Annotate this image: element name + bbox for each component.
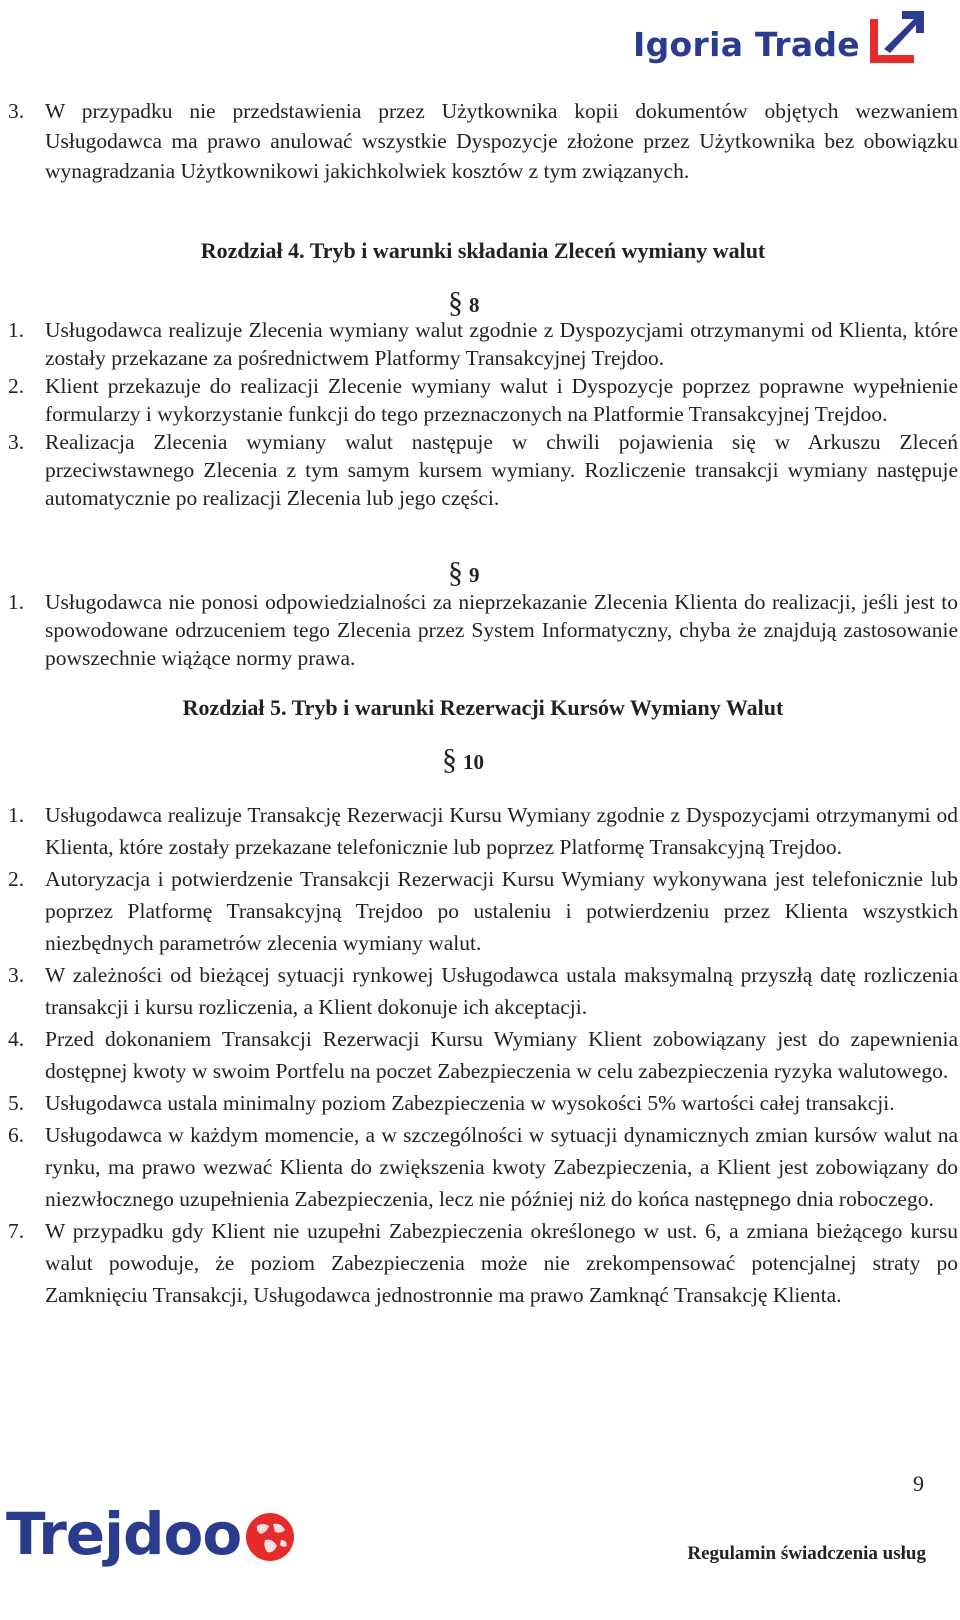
item-number: 7. — [8, 1219, 25, 1243]
item-text: Klient przekazuje do realizacji Zlecenie wymiany walut i Dyspozycje poprzez poprawne wypełnienie formularzy i wykorzystanie funkcji do tego przeznaczonych na Platformie Transakcyjnej Trejdoo. — [45, 374, 958, 426]
trejdoo-logo — [6, 1500, 297, 1568]
item-number: 5. — [8, 1091, 25, 1115]
list-item — [8, 1023, 958, 1087]
item-text: Realizacja Zlecenia wymiany walut następuje w chwili pojawienia się w Arkuszu Zleceń przeciwstawnego Zlecenia z tym samym kursem wymiany. Rozliczenie transakcji wymiany następuje automatycznie po realizacji Zlecenia lub jego części. — [45, 430, 958, 510]
list-item — [8, 588, 958, 672]
section-8-mark — [448, 286, 480, 320]
section-10-list — [8, 799, 958, 1311]
item-number: 6. — [8, 1123, 25, 1147]
section-number: 8 — [469, 293, 480, 317]
list-item — [8, 1119, 958, 1215]
section-9-list — [8, 588, 958, 672]
item-text: Usługodawca realizuje Transakcję Rezerwacji Kursu Wymiany zgodnie z Dyspozycjami otrzymanymi od Klienta, które zostały przekazane telefonicznie lub poprzez Platformę Transakcyjną Trejdoo. — [45, 803, 958, 859]
item-text: Usługodawca w każdym momencie, a w szczególności w sytuacji dynamicznych zmian kursów walut na rynku, ma prawo wezwać Klienta do zwiększenia kwoty Zabezpieczenia, a Klient jest zobowiązany do niezwłocznego uzupełnienia Zabezpieczenia, lecz nie później niż do końca następnego dnia roboczego. — [45, 1123, 958, 1211]
item-number: 4. — [8, 1027, 25, 1051]
item-text: W zależności od bieżącej sytuacji rynkowej Usługodawca ustala maksymalną przyszłą datę rozliczenia transakcji i kursu rozliczenia, a Klient dokonuje ich akceptacji. — [45, 963, 958, 1019]
igoria-trade-mark-icon — [866, 7, 926, 67]
list-item — [8, 428, 958, 512]
section-number: 9 — [469, 563, 480, 587]
igoria-trade-logo — [633, 6, 926, 68]
item-number: 3. — [8, 963, 25, 987]
list-item — [8, 799, 958, 863]
item-number: 1. — [8, 803, 25, 827]
item-text: Usługodawca nie ponosi odpowiedzialności za nieprzekazanie Zlecenia Klienta do realizacji, jeśli jest to spowodowane odrzuceniem tego Zlecenia przez System Informatyczny, chyba że znajdują zastosowanie powszechnie wiążące normy prawa. — [45, 590, 958, 670]
section-sign-icon: § — [448, 286, 463, 319]
paragraph-text: W przypadku nie przedstawienia przez Użytkownika kopii dokumentów objętych wezwaniem Usługodawca ma prawo anulować wszystkie Dyspozycje złożone przez Użytkownika bez obowiązku wynagradzania Użytkownikowi jakichkolwiek kosztów z tym związanych. — [45, 99, 958, 183]
section-number: 10 — [463, 750, 484, 774]
section-sign-icon: § — [442, 743, 457, 776]
list-item — [8, 372, 958, 428]
item-text: Usługodawca realizuje Zlecenia wymiany walut zgodnie z Dyspozycjami otrzymanymi od Klienta, które zostały przekazane za pośrednictwem Platformy Transakcyjnej Trejdoo. — [45, 318, 958, 370]
item-number: 1. — [8, 590, 25, 614]
item-number: 2. — [8, 374, 25, 398]
section-10-mark — [442, 743, 484, 777]
chapter-5-heading: Rozdział 5. Tryb i warunki Rezerwacji Kursów Wymiany Walut — [182, 695, 784, 720]
section-8-list — [8, 316, 958, 512]
item-number: 3. — [8, 430, 25, 454]
item-text: W przypadku gdy Klient nie uzupełni Zabezpieczenia określonego w ust. 6, a zmiana bieżącego kursu walut powoduje, że poziom Zabezpieczenia może nie zrekompensować potencjalnej straty po Zamknięciu Transakcji, Usługodawca jednostronnie ma prawo Zamknąć Transakcję Klienta. — [45, 1219, 958, 1307]
page-number: 9 — [913, 1471, 924, 1496]
igoria-trade-wordmark: Igoria Trade — [633, 24, 860, 64]
item-number: 1. — [8, 318, 25, 342]
paragraph-block-top — [8, 96, 958, 186]
section-sign-icon: § — [448, 556, 463, 589]
globe-icon — [243, 1510, 297, 1564]
trejdoo-wordmark: Trejdoo — [6, 1500, 242, 1568]
item-text: Usługodawca ustala minimalny poziom Zabezpieczenia w wysokości 5% wartości całej transakcji. — [45, 1091, 895, 1115]
item-text: Przed dokonaniem Transakcji Rezerwacji Kursu Wymiany Klient zobowiązany jest do zapewnienia dostępnej kwoty w swoim Portfelu na poczet Zabezpieczenia w celu zabezpieczenia ryzyka walutowego. — [45, 1027, 958, 1083]
list-item — [8, 1087, 958, 1119]
section-9-mark — [448, 556, 480, 590]
list-item — [8, 863, 958, 959]
item-number: 3. — [8, 99, 25, 123]
item-number: 2. — [8, 867, 25, 891]
item-text: Autoryzacja i potwierdzenie Transakcji Rezerwacji Kursu Wymiany wykonywana jest telefonicznie lub poprzez Platformę Transakcyjną Trejdoo po ustaleniu i potwierdzeniu przez Klienta wszystkich niezbędnych parametrów zlecenia wymiany walut. — [45, 867, 958, 955]
document-title: Regulamin świadczenia usług — [687, 1543, 926, 1564]
chapter-4-heading: Rozdział 4. Tryb i warunki składania Zleceń wymiany walut — [200, 238, 766, 263]
list-item — [8, 316, 958, 372]
list-item — [8, 959, 958, 1023]
list-item — [8, 1215, 958, 1311]
